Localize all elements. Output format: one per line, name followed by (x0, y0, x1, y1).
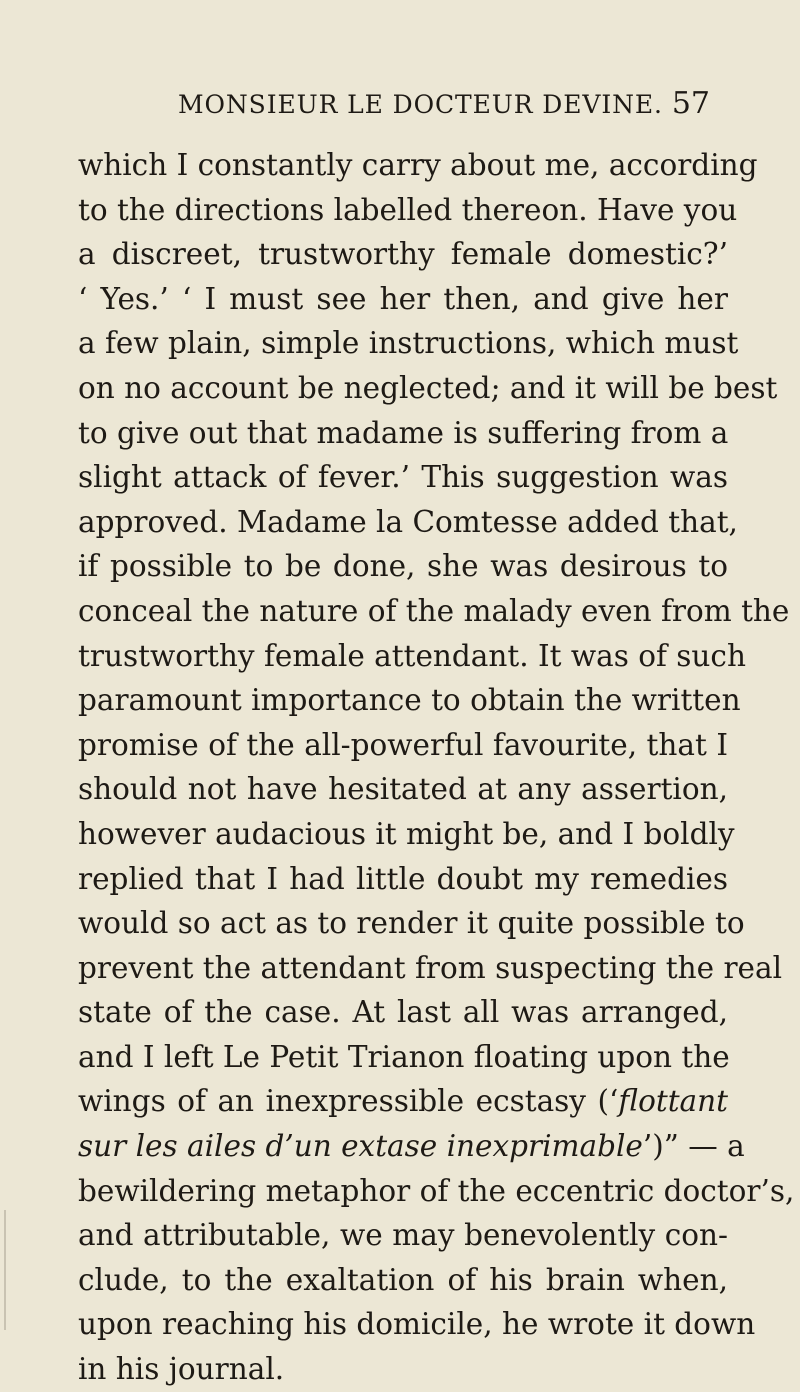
text-line-21: and I left Le Petit Trianon floating upon the (78, 1039, 730, 1074)
text-line-22-italic: flottant (618, 1084, 728, 1119)
text-line-1: which I constantly carry about me, according (78, 148, 758, 182)
page-number: 57 (671, 86, 710, 121)
text-line-19: prevent the attendant from suspecting the real (78, 950, 783, 985)
text-line-13: paramount importance to obtain the written (78, 683, 741, 718)
text-line-18: would so act as to render it quite possible to (78, 906, 745, 941)
text-line-23 (78, 1124, 745, 1169)
text-line-6: on no account be neglected; and it will be best (78, 370, 778, 405)
text-line-28: in his journal. (78, 1352, 285, 1387)
text-line-16: however audacious it might be, and I boldly (78, 816, 735, 851)
running-title: MONSIEUR LE DOCTEUR DEVINE. (178, 90, 663, 119)
text-line-2: to the directions labelled thereon. Have you (78, 192, 738, 227)
text-line-20: state of the case. At last all was arranged, (78, 995, 728, 1030)
text-line-4: ‘ Yes.’ ‘ I must see her then, and give her (78, 281, 728, 316)
text-line-12: trustworthy female attendant. It was of such (78, 638, 746, 673)
text-line-8: slight attack of fever.’ This suggestion was (78, 460, 728, 495)
text-line-26: clude, to the exaltation of his brain when, (78, 1262, 728, 1297)
text-line-22-roman: wings of an inexpressible ecstasy (‘ (78, 1084, 619, 1119)
text-line-5: a few plain, simple instructions, which must (78, 326, 739, 361)
text-line-25: and attributable, we may benevolently con- (78, 1218, 728, 1253)
text-line-17: replied that I had little doubt my remedies (78, 861, 728, 896)
text-line-7: to give out that madame is suffering from a (78, 415, 729, 450)
text-line-9: approved. Madame la Comtesse added that, (78, 504, 738, 539)
text-line-15: should not have hesitated at any assertion, (78, 772, 728, 807)
body-text (78, 143, 795, 1392)
page-header (78, 86, 710, 126)
text-line-27: upon reaching his domicile, he wrote it down (78, 1307, 756, 1342)
text-line-14: promise of the all-powerful favourite, that I (78, 727, 728, 762)
text-line-23-roman: ’)” — a (642, 1129, 745, 1164)
text-line-24: bewildering metaphor of the eccentric doctor’s, (78, 1173, 795, 1208)
text-line-22 (78, 1079, 728, 1124)
text-line-3: a discreet, trustworthy female domestic?’ (78, 237, 728, 272)
text-line-10: if possible to be done, she was desirous to (78, 549, 728, 584)
text-line-11: conceal the nature of the malady even from the (78, 593, 790, 628)
text-line-23-italic: sur les ailes d’un extase inexprimable (78, 1129, 643, 1164)
page-edge-shadow (4, 1210, 6, 1330)
